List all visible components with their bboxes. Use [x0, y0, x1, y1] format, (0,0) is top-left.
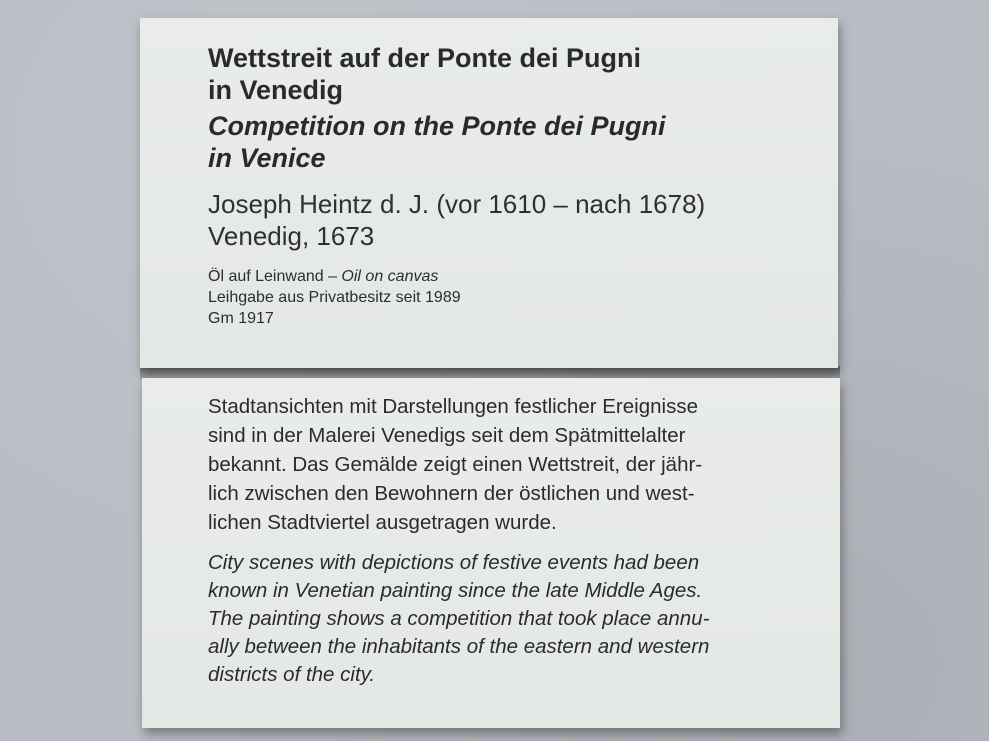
place-date: Venedig, 1673 [208, 221, 375, 251]
museum-label-bottom [142, 378, 840, 728]
artist-name: Joseph Heintz d. J. (vor 1610 – nach 1678) [208, 189, 706, 219]
medium-german: Öl auf Leinwand – [208, 268, 342, 285]
museum-label-top [140, 18, 838, 368]
title-german-line1: Wettstreit auf der Ponte dei Pugni [208, 43, 642, 73]
title-german [208, 42, 808, 106]
inventory-number: Gm 1917 [208, 310, 274, 327]
medium-english: Oil on canvas [341, 268, 439, 285]
title-german-line2: in Venedig [208, 75, 344, 105]
artwork-details [208, 266, 808, 329]
title-english-line2: in Venice [208, 143, 326, 173]
title-english-line1: Competition on the Ponte dei Pugni [208, 111, 666, 141]
loan-note: Leihgabe aus Privatbesitz seit 1989 [208, 289, 461, 306]
description-german: Stadtansichten mit Darstellungen festlicher Ereignisse sind in der Malerei Venedigs seit dem Spätmittelalter bekannt. Das Gemälde zeigt einen Wettstreit, der jähr- lich zwischen den Bewohnern der östlichen und west- lichen Stadtviertel ausgetragen wurde. [208, 395, 703, 534]
title-english [208, 110, 808, 174]
description-english: City scenes with depictions of festive events had been known in Venetian painting since the late Middle Ages. The painting shows a competition that took place annu- ally between the inhabitants of the eastern and western districts of the city. [208, 551, 710, 686]
medium [208, 266, 808, 287]
